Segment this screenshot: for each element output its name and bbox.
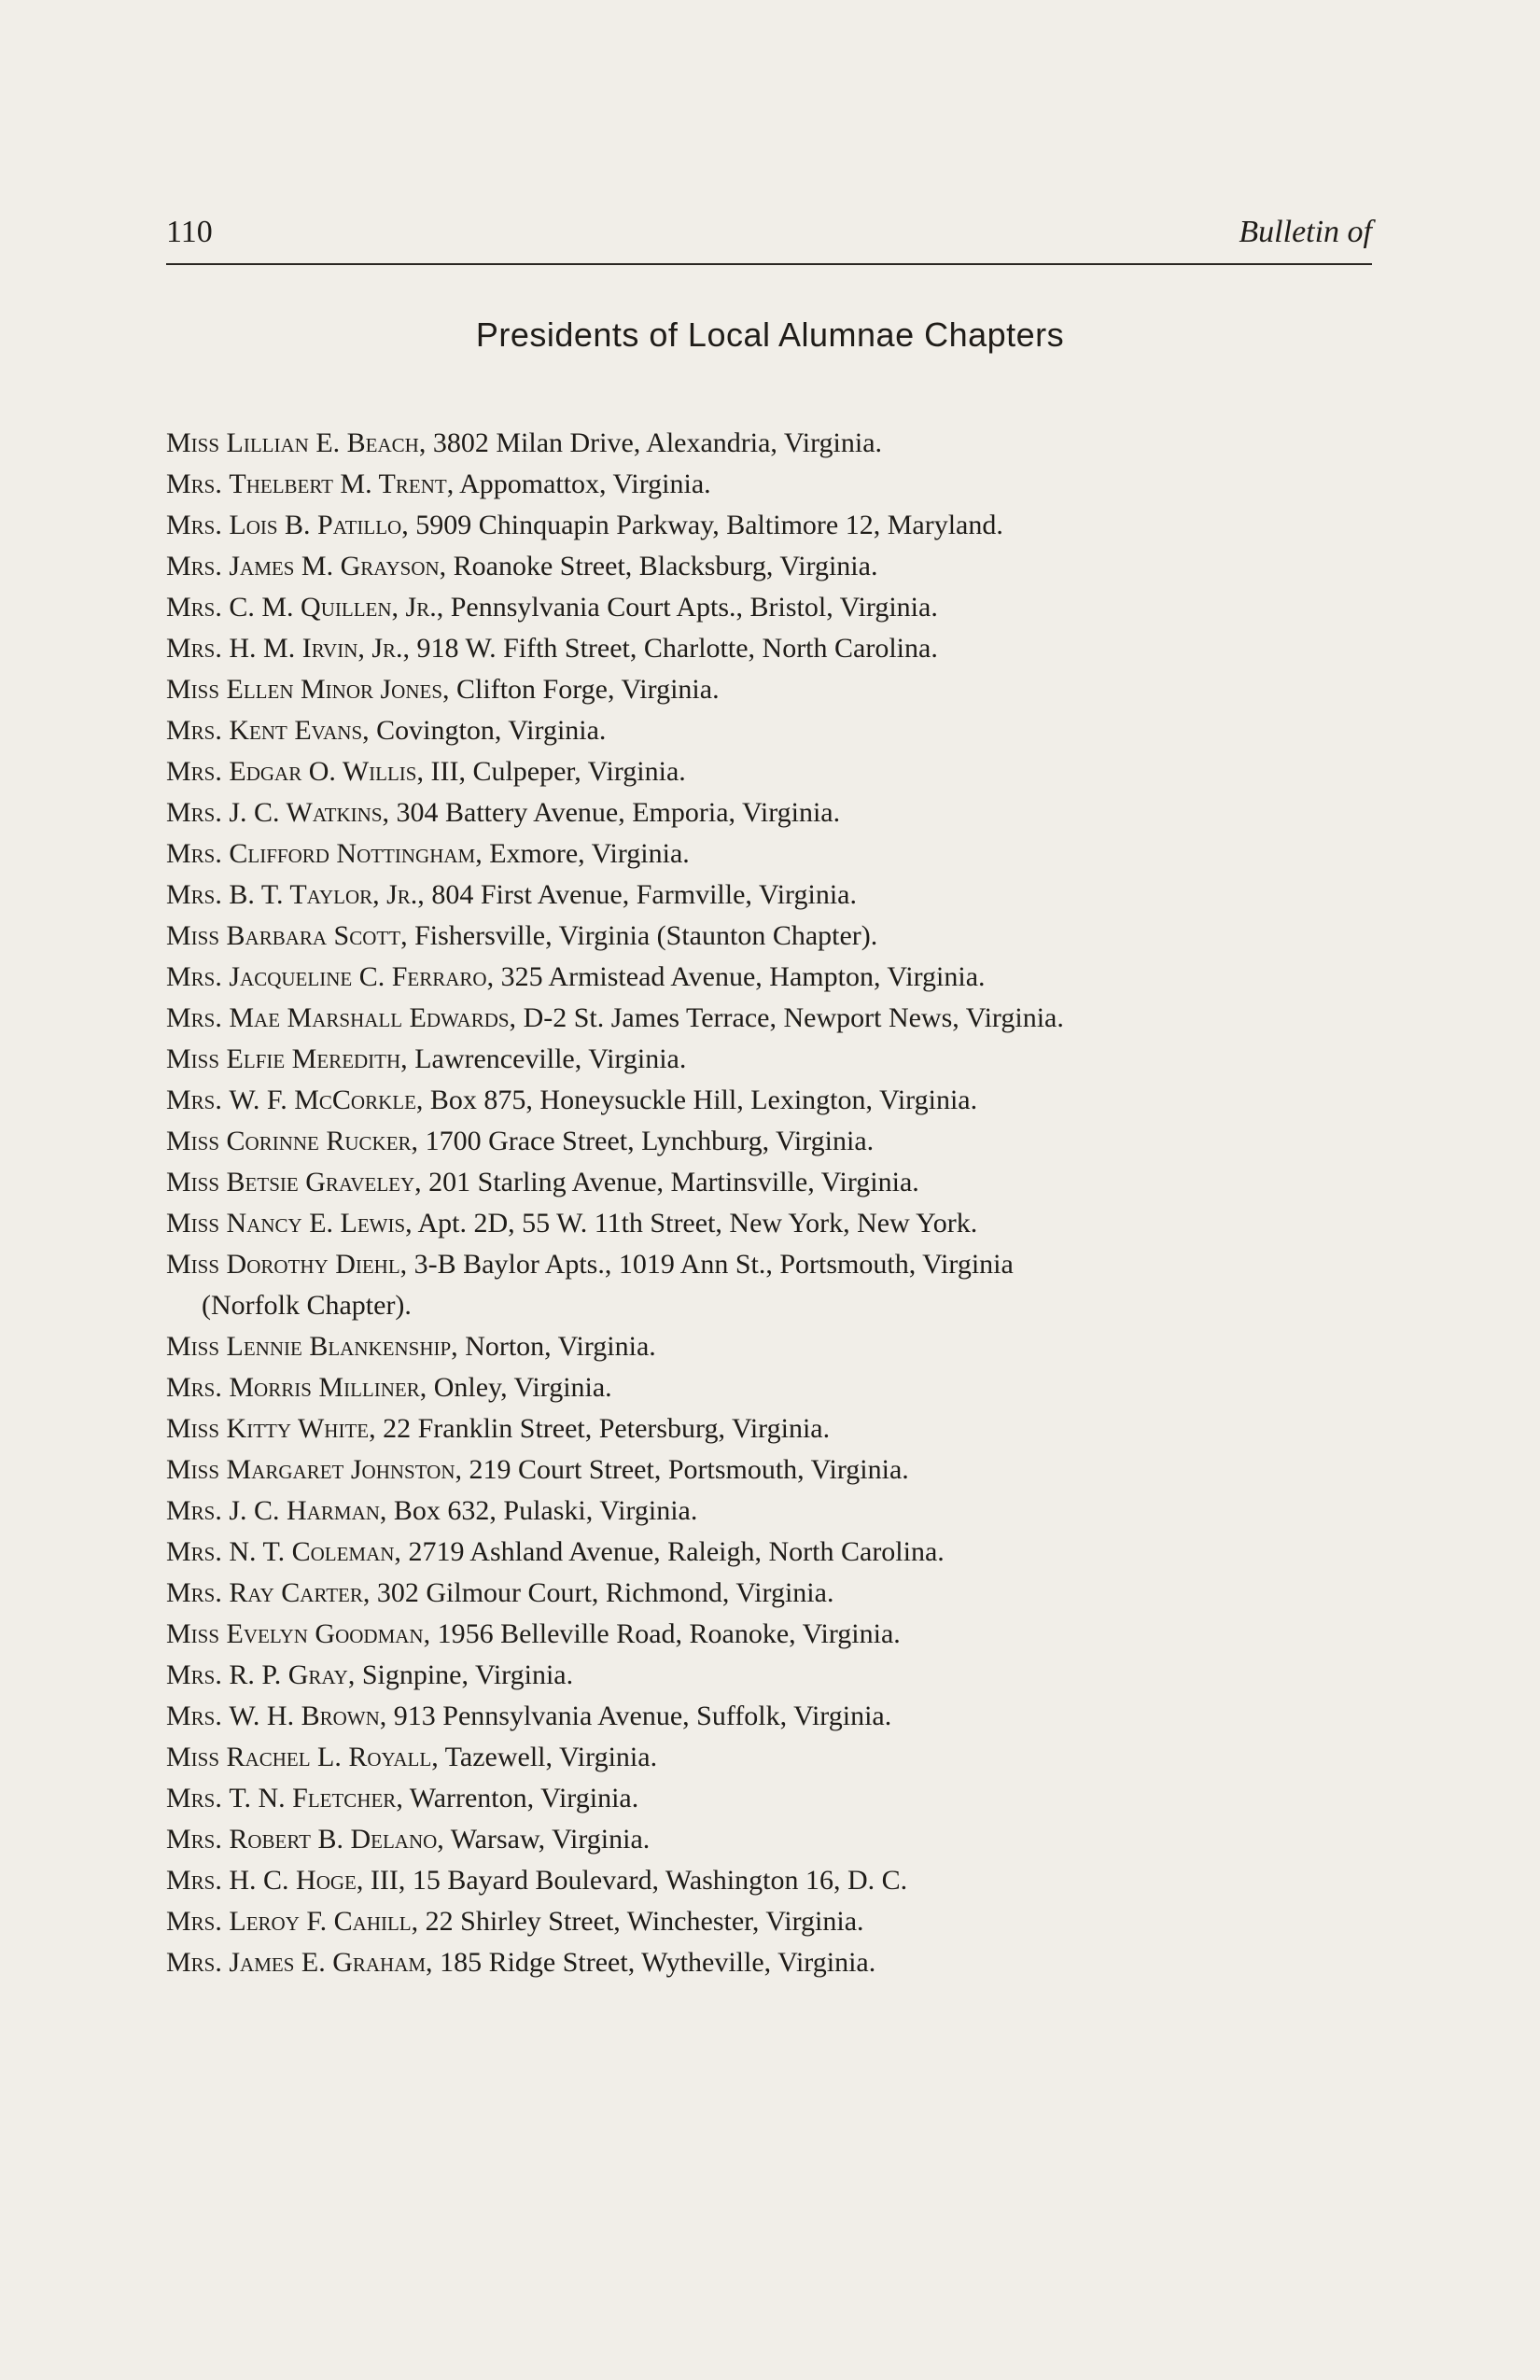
address-detail: 2719 Ashland Avenue, Raleigh, North Carolina. <box>400 1536 945 1567</box>
honorific: Mrs. <box>166 1002 222 1033</box>
address-detail: 219 Court Street, Portsmouth, Virginia. <box>462 1454 909 1485</box>
address-detail: 918 W. Fifth Street, Charlotte, North Carolina. <box>410 633 938 664</box>
list-item <box>166 916 1379 957</box>
list-item <box>166 792 1379 833</box>
list-item <box>166 1819 1379 1860</box>
president-name: Nancy E. Lewis, <box>226 1208 413 1239</box>
honorific: Mrs. <box>166 1577 222 1608</box>
address-detail: Exmore, Virginia. <box>482 838 690 869</box>
address-detail: Clifton Forge, Virginia. <box>449 674 720 705</box>
president-name: Barbara Scott, <box>226 920 408 951</box>
address-detail: 304 Battery Avenue, Emporia, Virginia. <box>389 797 841 828</box>
president-name: James E. Graham, <box>229 1947 433 1978</box>
president-name: Clifford Nottingham, <box>229 838 483 869</box>
address-detail: Appomattox, Virginia. <box>454 469 711 499</box>
address-detail: III, 15 Bayard Boulevard, Washington 16, D. C. <box>363 1865 908 1896</box>
list-item <box>166 1942 1379 1983</box>
president-name: T. N. Fletcher, <box>229 1783 403 1813</box>
president-name: Lois B. Patillo, <box>229 510 409 540</box>
list-item <box>166 1162 1379 1203</box>
honorific: Miss <box>166 427 220 458</box>
list-item <box>166 546 1379 587</box>
list-item <box>166 1532 1379 1573</box>
president-name: James M. Grayson, <box>229 551 447 581</box>
president-name: Dorothy Diehl, <box>226 1249 408 1280</box>
list-item <box>166 833 1379 875</box>
list-item <box>166 1860 1379 1901</box>
president-name: Corinne Rucker, <box>226 1126 419 1156</box>
list-item <box>166 1408 1379 1449</box>
address-detail: 804 First Avenue, Farmville, Virginia. <box>424 879 857 910</box>
list-item <box>166 751 1379 792</box>
list-item <box>166 1491 1379 1532</box>
president-name: R. P. Gray, <box>229 1659 356 1690</box>
honorific: Mrs. <box>166 1372 222 1403</box>
honorific: Mrs. <box>166 1783 222 1813</box>
honorific: Mrs. <box>166 1495 222 1526</box>
address-detail: Covington, Virginia. <box>369 715 607 746</box>
address-detail: 22 Franklin Street, Petersburg, Virginia. <box>375 1413 831 1444</box>
president-name: H. M. Irvin, Jr., <box>229 633 411 664</box>
president-name: Ray Carter, <box>229 1577 371 1608</box>
list-item <box>166 957 1379 998</box>
honorific: Miss <box>166 1249 220 1280</box>
list-item <box>166 998 1379 1039</box>
list-item <box>166 464 1379 505</box>
list-item <box>166 875 1379 916</box>
list-item <box>166 710 1379 751</box>
president-name: J. C. Harman, <box>229 1495 387 1526</box>
president-name: Margaret Johnston, <box>226 1454 463 1485</box>
president-name: Jacqueline C. Ferraro, <box>229 961 495 992</box>
honorific: Miss <box>166 1208 220 1239</box>
address-detail: Warsaw, Virginia. <box>443 1824 651 1855</box>
address-detail: D-2 St. James Terrace, Newport News, Virginia. <box>516 1002 1064 1033</box>
address-detail: 22 Shirley Street, Winchester, Virginia. <box>418 1906 864 1937</box>
address-detail: 185 Ridge Street, Wytheville, Virginia. <box>432 1947 876 1978</box>
list-item <box>166 1367 1379 1408</box>
address-continuation: (Norfolk Chapter). <box>202 1290 412 1321</box>
list-item <box>166 423 1379 464</box>
president-name: H. C. Hoge, <box>229 1865 364 1896</box>
address-detail: Roanoke Street, Blacksburg, Virginia. <box>446 551 878 581</box>
honorific: Mrs. <box>166 961 222 992</box>
honorific: Mrs. <box>166 756 222 787</box>
address-detail: 3802 Milan Drive, Alexandria, Virginia. <box>426 427 883 458</box>
president-name: W. F. McCorkle, <box>229 1085 424 1115</box>
honorific: Miss <box>166 1742 220 1772</box>
honorific: Miss <box>166 674 220 705</box>
address-detail: Tazewell, Virginia. <box>438 1742 658 1772</box>
honorific: Miss <box>166 920 220 951</box>
list-item <box>166 1326 1379 1367</box>
president-name: Elfie Meredith, <box>226 1043 408 1074</box>
address-detail: 913 Pennsylvania Avenue, Suffolk, Virginia. <box>386 1701 892 1731</box>
president-name: Kitty White, <box>226 1413 376 1444</box>
honorific: Miss <box>166 1454 220 1485</box>
list-item <box>166 1696 1379 1737</box>
address-detail: Apt. 2D, 55 W. 11th Street, New York, New York. <box>412 1208 978 1239</box>
address-detail: Box 632, Pulaski, Virginia. <box>386 1495 698 1526</box>
honorific: Miss <box>166 1331 220 1362</box>
honorific: Mrs. <box>166 1906 222 1937</box>
list-item <box>166 628 1379 669</box>
page-header <box>166 207 1372 263</box>
honorific: Miss <box>166 1043 220 1074</box>
address-detail: Warrenton, Virginia. <box>402 1783 639 1813</box>
list-item <box>166 1901 1379 1942</box>
address-detail: 201 Starling Avenue, Martinsville, Virginia. <box>421 1167 919 1197</box>
president-name: N. T. Coleman, <box>229 1536 401 1567</box>
president-name: Morris Milliner, <box>229 1372 427 1403</box>
honorific: Mrs. <box>166 797 222 828</box>
section-title: Presidents of Local Alumnae Chapters <box>475 315 1065 354</box>
honorific: Mrs. <box>166 551 222 581</box>
honorific: Mrs. <box>166 1947 222 1978</box>
honorific: Mrs. <box>166 715 222 746</box>
president-name: Ellen Minor Jones, <box>226 674 450 705</box>
honorific: Miss <box>166 1126 220 1156</box>
list-item <box>166 1039 1379 1080</box>
president-name: C. M. Quillen, Jr., <box>229 592 444 623</box>
list-item <box>166 1080 1379 1121</box>
honorific: Miss <box>166 1167 220 1197</box>
honorific: Mrs. <box>166 879 222 910</box>
honorific: Mrs. <box>166 1865 222 1896</box>
president-name: B. T. Taylor, Jr., <box>229 879 425 910</box>
honorific: Miss <box>166 1618 220 1649</box>
president-name: Mae Marshall Edwards, <box>229 1002 517 1033</box>
list-item <box>166 1244 1379 1326</box>
president-name: Rachel L. Royall, <box>226 1742 439 1772</box>
list-item <box>166 1121 1379 1162</box>
list-item <box>166 505 1379 546</box>
honorific: Mrs. <box>166 1701 222 1731</box>
honorific: Mrs. <box>166 1824 222 1855</box>
address-detail: Fishersville, Virginia (Staunton Chapter). <box>407 920 878 951</box>
honorific: Mrs. <box>166 469 222 499</box>
address-detail: Onley, Virginia. <box>427 1372 612 1403</box>
address-detail: Lawrenceville, Virginia. <box>407 1043 687 1074</box>
header-rule <box>166 263 1372 265</box>
address-detail: Box 875, Honeysuckle Hill, Lexington, Virginia. <box>423 1085 978 1115</box>
president-name: Leroy F. Cahill, <box>229 1906 419 1937</box>
address-detail: 3-B Baylor Apts., 1019 Ann St., Portsmouth, Virginia <box>407 1249 1014 1280</box>
address-detail: III, Culpeper, Virginia. <box>423 756 686 787</box>
honorific: Mrs. <box>166 592 222 623</box>
honorific: Mrs. <box>166 633 222 664</box>
list-item <box>166 1778 1379 1819</box>
running-title: Bulletin of <box>1239 215 1372 249</box>
president-name: Edgar O. Willis, <box>229 756 424 787</box>
address-detail: Pennsylvania Court Apts., Bristol, Virginia. <box>443 592 938 623</box>
honorific: Mrs. <box>166 510 222 540</box>
list-item <box>166 1203 1379 1244</box>
page-number: 110 <box>166 215 213 249</box>
president-name: Evelyn Goodman, <box>226 1618 431 1649</box>
president-name: Robert B. Delano, <box>229 1824 444 1855</box>
list-item <box>166 1614 1379 1655</box>
chapter-presidents-list <box>166 423 1379 1983</box>
address-detail: 1956 Belleville Road, Roanoke, Virginia. <box>430 1618 901 1649</box>
president-name: Thelbert M. Trent, <box>229 469 455 499</box>
address-detail: Signpine, Virginia. <box>355 1659 574 1690</box>
president-name: Lennie Blankenship, <box>226 1331 458 1362</box>
list-item <box>166 1573 1379 1614</box>
honorific: Mrs. <box>166 838 222 869</box>
president-name: J. C. Watkins, <box>229 797 390 828</box>
address-detail: 1700 Grace Street, Lynchburg, Virginia. <box>418 1126 875 1156</box>
address-detail: 302 Gilmour Court, Richmond, Virginia. <box>370 1577 834 1608</box>
president-name: Kent Evans, <box>229 715 370 746</box>
honorific: Mrs. <box>166 1536 222 1567</box>
address-detail: 325 Armistead Avenue, Hampton, Virginia. <box>494 961 986 992</box>
president-name: Lillian E. Beach, <box>226 427 427 458</box>
list-item <box>166 669 1379 710</box>
honorific: Mrs. <box>166 1659 222 1690</box>
president-name: Betsie Graveley, <box>226 1167 422 1197</box>
list-item <box>166 587 1379 628</box>
list-item <box>166 1737 1379 1778</box>
list-item <box>166 1449 1379 1491</box>
honorific: Miss <box>166 1413 220 1444</box>
address-detail: Norton, Virginia. <box>457 1331 656 1362</box>
president-name: W. H. Brown, <box>229 1701 387 1731</box>
list-item <box>166 1655 1379 1696</box>
address-detail: 5909 Chinquapin Parkway, Baltimore 12, Maryland. <box>408 510 1003 540</box>
honorific: Mrs. <box>166 1085 222 1115</box>
